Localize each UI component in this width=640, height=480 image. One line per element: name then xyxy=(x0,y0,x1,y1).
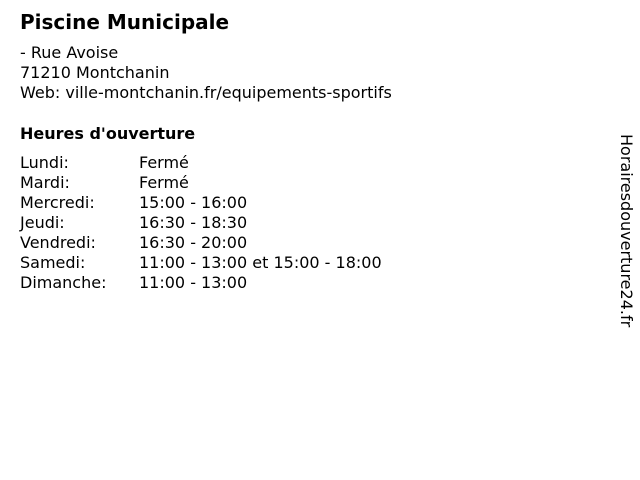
street-address: - Rue Avoise xyxy=(20,43,119,62)
day-label: Lundi: xyxy=(20,153,69,172)
hours-row-tuesday xyxy=(20,173,382,193)
hours-value: 11:00 - 13:00 xyxy=(139,273,248,292)
hours-row-wednesday xyxy=(20,193,382,213)
hours-value: Fermé xyxy=(139,173,189,192)
hours-value: 11:00 - 13:00 et 15:00 - 18:00 xyxy=(139,253,382,272)
hours-value: 15:00 - 16:00 xyxy=(139,193,248,212)
day-label: Mardi: xyxy=(20,173,70,192)
day-label: Dimanche: xyxy=(20,273,107,292)
day-label: Samedi: xyxy=(20,253,86,272)
hours-value: 16:30 - 20:00 xyxy=(139,233,248,252)
place-title: Piscine Municipale xyxy=(20,10,230,34)
website-text: Web: ville-montchanin.fr/equipements-sportifs xyxy=(20,83,392,102)
hours-value: Fermé xyxy=(139,153,189,172)
day-label: Jeudi: xyxy=(20,213,65,232)
hours-value: 16:30 - 18:30 xyxy=(139,213,248,232)
hours-row-thursday xyxy=(20,213,382,233)
address-block xyxy=(20,43,392,103)
day-label: Mercredi: xyxy=(20,193,95,212)
site-watermark: Horairesdouverture24.fr xyxy=(617,134,636,328)
city-postal-code: 71210 Montchanin xyxy=(20,63,170,82)
opening-hours-heading: Heures d'ouverture xyxy=(20,124,196,143)
day-label: Vendredi: xyxy=(20,233,96,252)
opening-hours-table xyxy=(20,153,382,293)
hours-row-friday xyxy=(20,233,382,253)
hours-row-sunday xyxy=(20,273,382,293)
hours-row-saturday xyxy=(20,253,382,273)
hours-row-monday xyxy=(20,153,382,173)
